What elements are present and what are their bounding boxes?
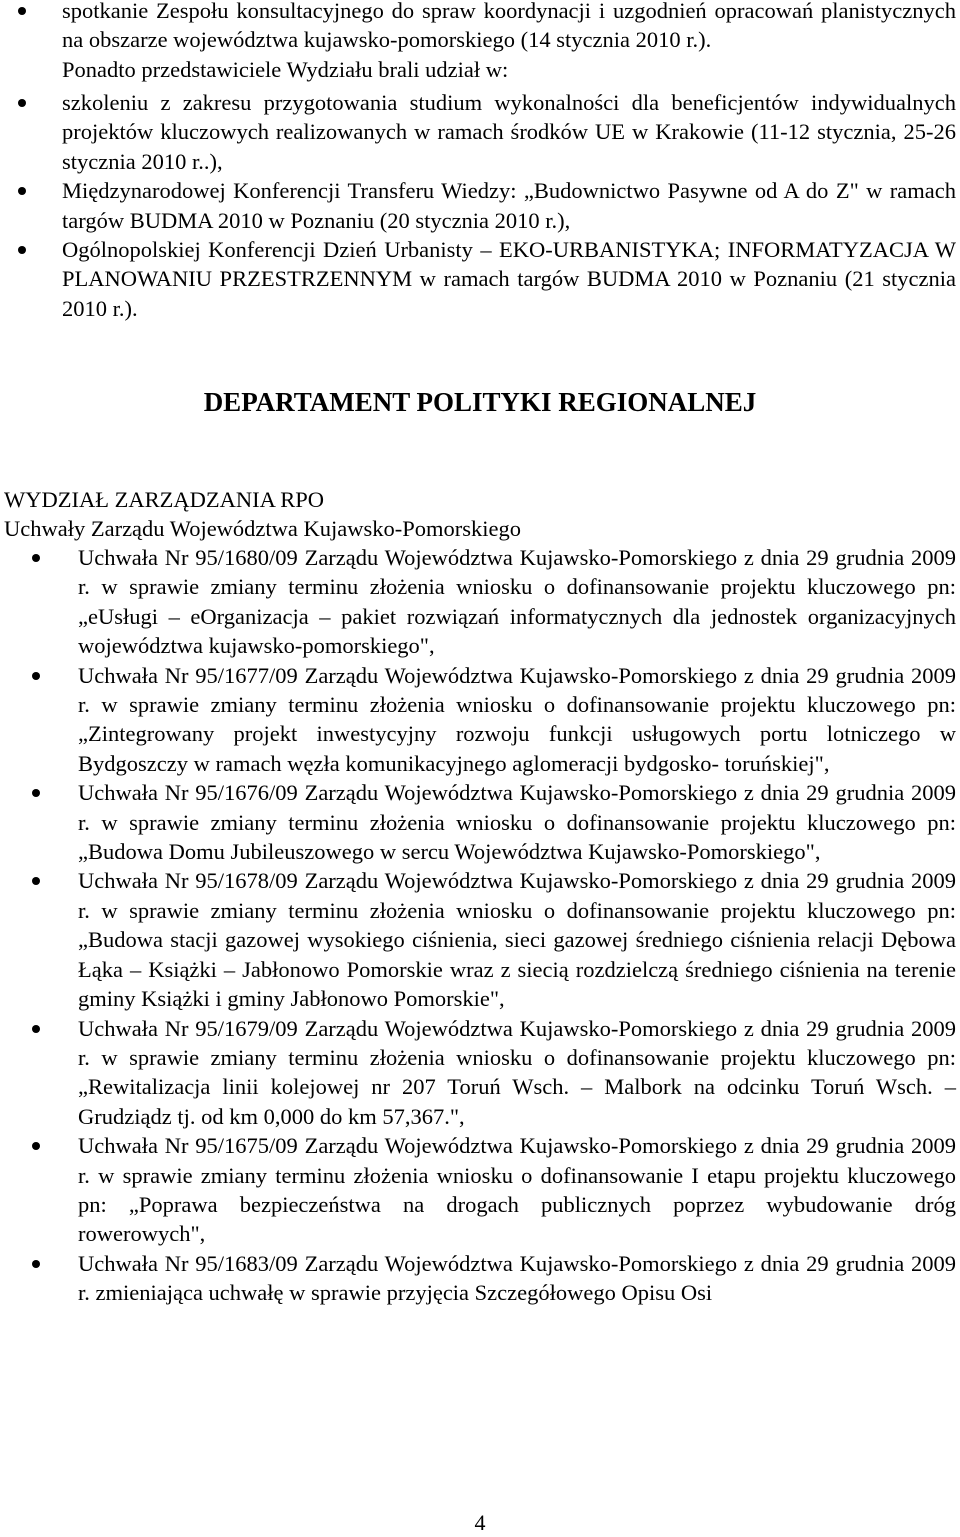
list-item-text: spotkanie Zespołu konsultacyjnego do spraw koordynacji i uzgodnień opracowań planistycznych na obszarze województwa kujawsko-pomorskiego (14 stycznia 2010 r.). (62, 0, 956, 53)
bullet-icon (18, 99, 26, 107)
bullet-icon (18, 7, 26, 15)
resolution-item (78, 1014, 956, 1132)
list-item-text: Międzynarodowej Konferencji Transferu Wiedzy: „Budownictwo Pasywne od A do Z" w ramach targów BUDMA 2010 w Poznaniu (20 stycznia 2010 r.), (62, 178, 956, 233)
resolution-text: Uchwała Nr 95/1683/09 Zarządu Województwa Kujawsko-Pomorskiego z dnia 29 grudnia 2009 r. zmieniająca uchwałę w sprawie przyjęcia Szczegółowego Opisu Osi (78, 1250, 956, 1306)
resolution-item (78, 543, 956, 661)
resolutions-list (78, 543, 956, 1308)
resolution-text: Uchwała Nr 95/1676/09 Zarządu Województwa Kujawsko-Pomorskiego z dnia 29 grudnia 2009 r. w sprawie zmiany terminu złożenia wniosku o dofinansowanie projektu kluczowego pn: „Budowa Domu Jubileuszowego w sercu Województwa Kujawsko-Pomorskiego", (78, 780, 956, 865)
resolution-item (78, 661, 956, 779)
list-item (62, 235, 956, 323)
training-list (62, 88, 956, 323)
bullet-icon (32, 1025, 40, 1033)
bullet-icon (32, 789, 40, 797)
resolution-text: Uchwała Nr 95/1678/09 Zarządu Województwa Kujawsko-Pomorskiego z dnia 29 grudnia 2009 r. w sprawie zmiany terminu złożenia wniosku o dofinansowanie projektu kluczowego pn: „Budowa stacji gazowej wysokiego ciśnienia, sieci gazowej średniego ciśnienia relacji Dębowa Łąka – Książki – Jabłonowo Pomorskie wraz z siecią rozdzielczą średniego ciśnienia na terenie gminy Książki i gminy Jabłonowo Pomorskie", (78, 868, 956, 1012)
bullet-icon (18, 187, 26, 195)
resolution-item (78, 866, 956, 1013)
list-item-text: szkoleniu z zakresu przygotowania studium wykonalności dla beneficjentów indywidualnych projektów kluczowych realizowanych w ramach środków UE w Krakowie (11-12 stycznia, 25-26 stycznia 2010 r..), (62, 90, 956, 174)
bullet-icon (32, 672, 40, 680)
bullet-icon (32, 1142, 40, 1150)
list-item (62, 0, 956, 55)
resolution-item (78, 1131, 956, 1249)
resolution-text: Uchwała Nr 95/1680/09 Zarządu Województwa Kujawsko-Pomorskiego z dnia 29 grudnia 2009 r. w sprawie zmiany terminu złożenia wniosku o dofinansowanie projektu kluczowego pn: „eUsługi – eOrganizacja – pakiet rozwiązań informatycznych dla jednostek organizacyjnych województwa kujawsko-pomorskiego", (78, 545, 956, 659)
bullet-icon (32, 877, 40, 885)
list-item-text: Ogólnopolskiej Konferencji Dzień Urbanisty – EKO-URBANISTYKA; INFORMATYZACJA W PLANOWANIU PRZESTRZENNYM w ramach targów BUDMA 2010 w Poznaniu (21 stycznia 2010 r.). (62, 237, 956, 321)
resolution-item (78, 1249, 956, 1308)
intro-paragraph: Ponadto przedstawiciele Wydziału brali udział w: (62, 57, 509, 82)
resolution-text: Uchwała Nr 95/1675/09 Zarządu Województwa Kujawsko-Pomorskiego z dnia 29 grudnia 2009 r. w sprawie zmiany terminu złożenia wniosku o dofinansowanie I etapu projektu kluczowego pn: „Poprawa bezpieczeństwa na drogach publicznych poprzez wybudowanie dróg rowerowych", (78, 1133, 956, 1247)
resolution-text: Uchwała Nr 95/1679/09 Zarządu Województwa Kujawsko-Pomorskiego z dnia 29 grudnia 2009 r. w sprawie zmiany terminu złożenia wniosku o dofinansowanie projektu kluczowego pn: „Rewitalizacja linii kolejowej nr 207 Toruń Wsch. – Malbork na odcinku Toruń Wsch. – Grudziądz tj. od km 0,000 do km 57,367.", (78, 1015, 956, 1129)
section-title: WYDZIAŁ ZARZĄDZANIA RPO (4, 487, 324, 512)
meeting-list (62, 0, 956, 55)
page-number: 4 (474, 1510, 486, 1535)
bullet-icon (32, 554, 40, 562)
resolution-item (78, 778, 956, 866)
section-subtitle: Uchwały Zarządu Województwa Kujawsko-Pomorskiego (4, 516, 522, 541)
bullet-icon (32, 1260, 40, 1268)
list-item (62, 176, 956, 235)
bullet-icon (18, 246, 26, 254)
resolution-text: Uchwała Nr 95/1677/09 Zarządu Województwa Kujawsko-Pomorskiego z dnia 29 grudnia 2009 r. w sprawie zmiany terminu złożenia wniosku o dofinansowanie projektu kluczowego pn: „Zintegrowany projekt inwestycyjny rozwoju funkcji usługowych portu lotniczego w Bydgoszczy w ramach węzła komunikacyjnego aglomeracji bydgosko- toruńskiej", (78, 662, 956, 776)
list-item (62, 88, 956, 176)
department-heading: DEPARTAMENT POLITYKI REGIONALNEJ (203, 387, 757, 417)
